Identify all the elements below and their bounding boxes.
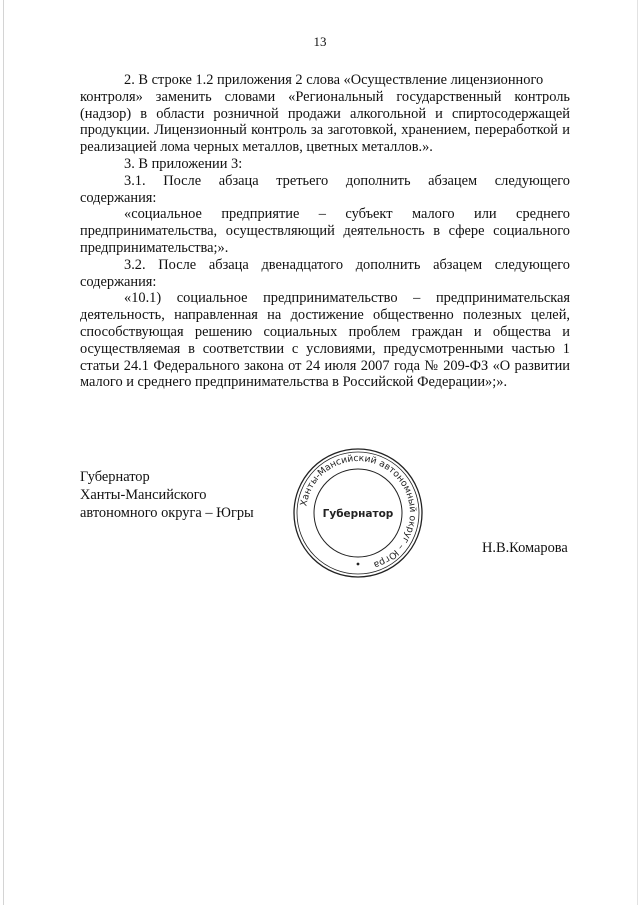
paragraph-2-rest xyxy=(80,89,570,156)
scan-edge-left xyxy=(3,0,4,905)
paragraph-3-2-first-line xyxy=(80,257,570,274)
paragraph-text: «социальное предприятие – субъект малого или среднего xyxy=(124,206,570,223)
page-number: 13 xyxy=(313,34,327,49)
signatory-line-3: автономного округа – Югры xyxy=(80,505,254,521)
paragraph-2-first-line xyxy=(80,72,570,89)
signatory-line-2: Ханты-Мансийского xyxy=(80,487,207,503)
signatory-line-1: Губернатор xyxy=(80,469,150,485)
paragraph-text: 3. В приложении 3: xyxy=(124,155,243,172)
paragraph-text: предпринимательства, осуществляющий деятельность в сфере социального предпринимательства;». xyxy=(80,223,570,256)
scan-edge-right xyxy=(637,0,638,905)
signatory-name: Н.В.Комарова xyxy=(482,540,568,556)
paragraph-3-2-rest xyxy=(80,274,570,291)
paragraph-3-1-first-line xyxy=(80,173,570,190)
quote-social-enterprise-rest xyxy=(80,223,570,257)
seal-ring-text: Ханты-Мансийский автономный округ – Югра xyxy=(298,452,419,571)
paragraph-text: 2. В строке 1.2 приложения 2 слова «Осуществление лицензионного xyxy=(124,72,544,88)
paragraph-text: 3.1. После абзаца третьего дополнить абзацем следующего xyxy=(124,172,570,189)
paragraph-3-1-rest xyxy=(80,190,570,207)
signatory-title xyxy=(80,468,254,522)
quote-social-enterprise-first-line xyxy=(80,206,570,223)
paragraph-text: «10.1) социальное предпринимательство – предпринимательская xyxy=(124,290,570,307)
document-body xyxy=(80,72,570,391)
quote-10-1-first-line xyxy=(80,290,570,307)
seal-bottom-dot xyxy=(357,563,360,566)
paragraph-text: деятельность, направленная на достижение общественно полезных целей, способствующая решению социальных проблем граждан и общества и осуществляемая в соответствии с условиями, предусмотренными частью 1 статьи 24.1 Федерального закона от 24 июля 2007 года № 209-ФЗ «О развитии малого и среднего предпринимательства в Российской Федерации»;». xyxy=(80,307,570,391)
quote-10-1-rest xyxy=(80,307,570,391)
paragraph-3 xyxy=(80,156,570,173)
paragraph-text: 3.2. После абзаца двенадцатого дополнить абзацем следующего xyxy=(124,256,570,273)
paragraph-text: контроля» заменить словами «Региональный государственный контроль (надзор) в области розничной продажи алкогольной и спиртосодержащей продукции. Лицензионный контроль за заготовкой, хранением, переработкой и реализацией лома черных металлов, цветных металлов.». xyxy=(80,88,570,156)
seal-center-text: Губернатор xyxy=(322,508,394,520)
paragraph-text: содержания: xyxy=(80,189,157,206)
paragraph-text: содержания: xyxy=(80,273,157,290)
official-seal xyxy=(291,446,425,580)
